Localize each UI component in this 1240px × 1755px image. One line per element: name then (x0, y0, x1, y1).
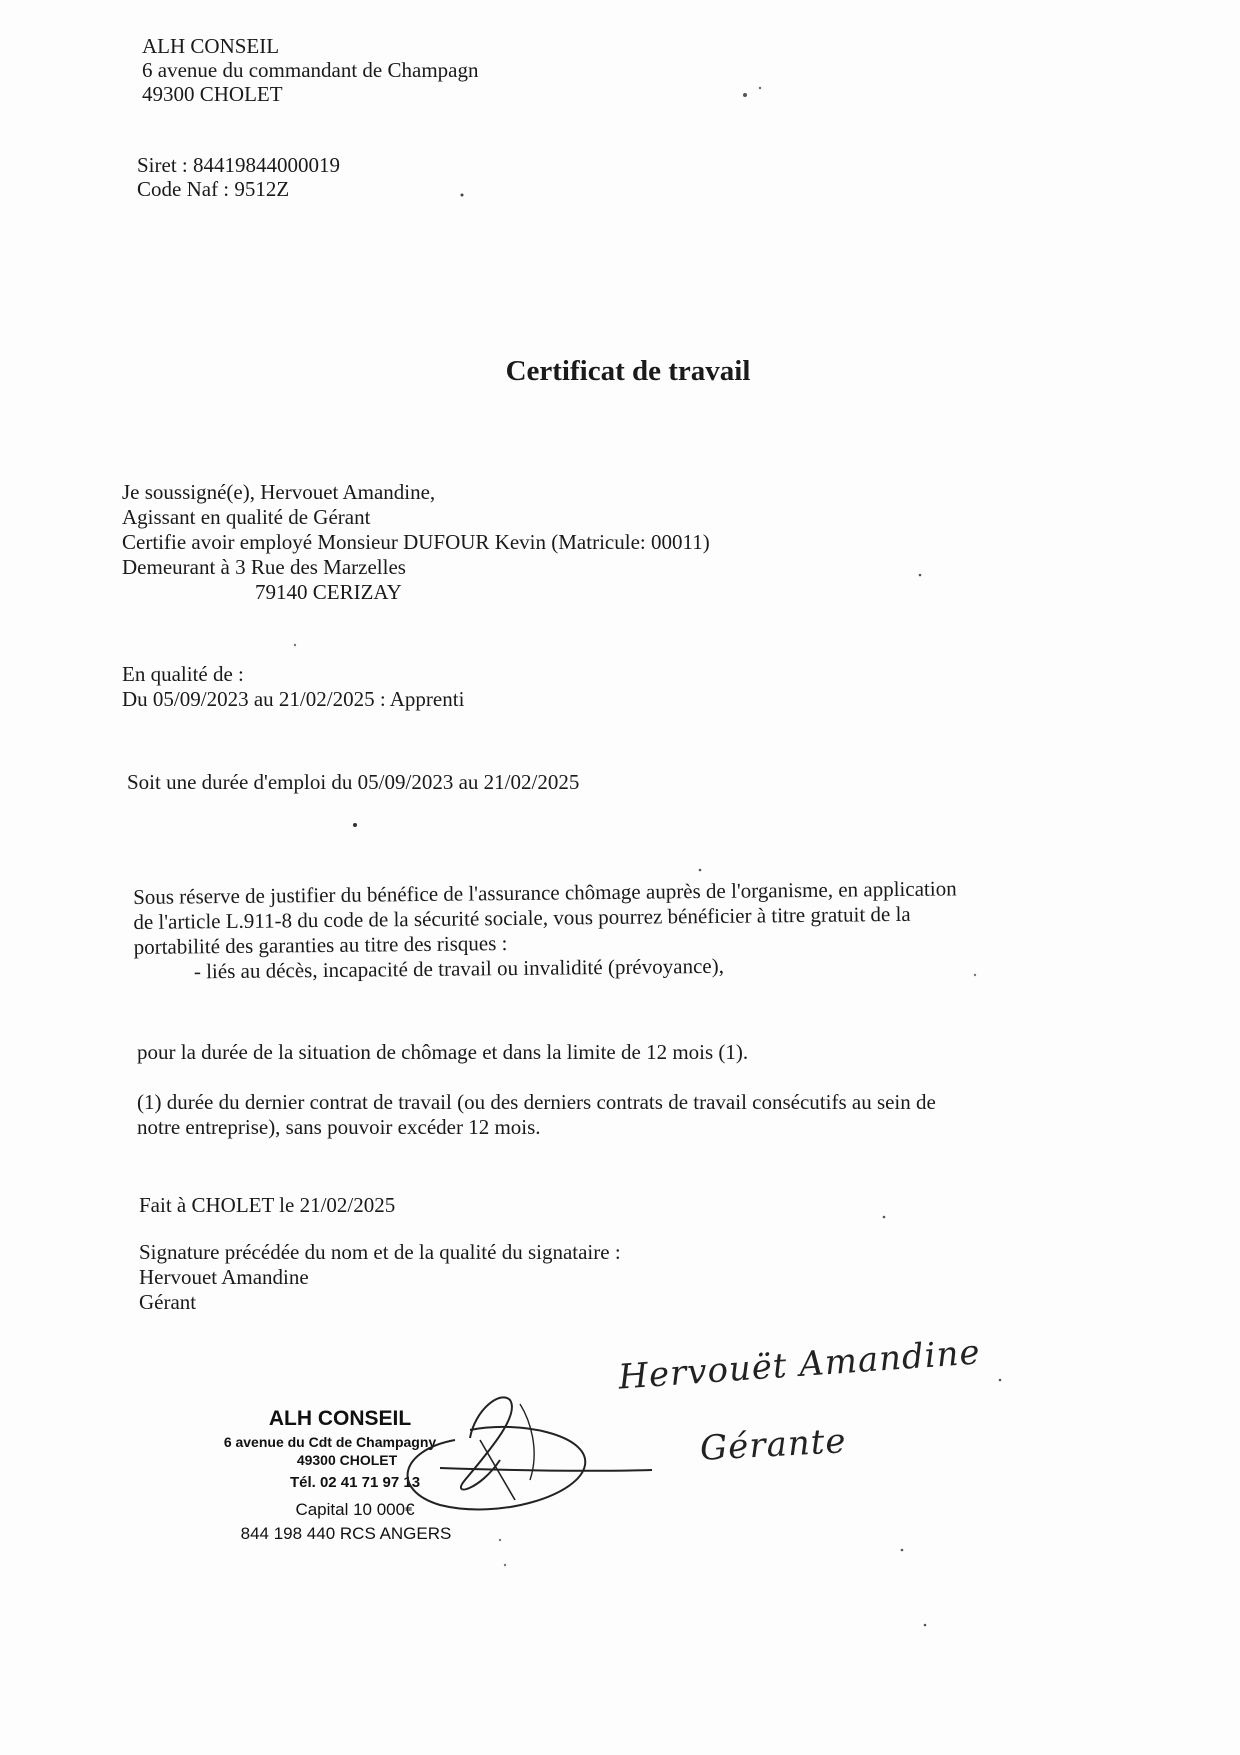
handwritten-signature-scribble (380, 1380, 660, 1530)
intro-line-address: Demeurant à 3 Rue des Marzelles (122, 555, 406, 579)
company-identifiers (137, 153, 340, 201)
stamp-address: 6 avenue du Cdt de Champagny (223, 1434, 437, 1450)
portability-paragraph (133, 876, 958, 985)
intro-line-capacity: Agissant en qualité de Gérant (122, 505, 371, 529)
stamp-company-name: ALH CONSEIL (268, 1407, 412, 1430)
intro-block (122, 480, 710, 605)
job-quality-period: Du 05/09/2023 au 21/02/2025 : Apprenti (122, 687, 465, 711)
job-quality-block (122, 662, 464, 712)
employment-duration: Soit une durée d'emploi du 05/09/2023 au 21/02/2025 (127, 770, 580, 794)
place-and-date: Fait à CHOLET le 21/02/2025 (139, 1193, 396, 1217)
sender-city: 49300 CHOLET (142, 82, 283, 106)
document-title: Certificat de travail (505, 355, 751, 387)
intro-line-city: 79140 CERIZAY (255, 580, 402, 604)
sender-company: ALH CONSEIL (142, 34, 280, 58)
handwritten-role: Gérante (699, 1421, 848, 1469)
signature-block (139, 1240, 621, 1315)
stamp-city: 49300 CHOLET (296, 1452, 398, 1468)
signatory-name: Hervouet Amandine (139, 1265, 309, 1289)
naf-code: Code Naf : 9512Z (137, 177, 290, 201)
job-quality-label: En qualité de : (122, 662, 244, 686)
sender-street: 6 avenue du commandant de Champagn (142, 58, 479, 82)
intro-line-signatory: Je soussigné(e), Hervouet Amandine, (122, 480, 436, 504)
portability-risk-item: - liés au décès, incapacité de travail ou invalidité (prévoyance), (193, 953, 725, 984)
sender-address-block (142, 34, 478, 106)
portability-line: de l'article L.911-8 du code de la sécurité sociale, vous pourrez bénéficier à titre gratuit de la (133, 901, 911, 934)
footnote (137, 1090, 936, 1140)
stamp-rcs: 844 198 440 RCS ANGERS (240, 1524, 452, 1543)
coverage-period-text: pour la durée de la situation de chômage et dans la limite de 12 mois (1). (137, 1040, 749, 1064)
stamp-capital: Capital 10 000€ (295, 1500, 415, 1519)
footnote-line: (1) durée du dernier contrat de travail (ou des derniers contrats de travail consécutifs au sein de (137, 1090, 936, 1114)
footnote-line: notre entreprise), sans pouvoir excéder 12 mois. (137, 1115, 541, 1139)
intro-line-employee: Certifie avoir employé Monsieur DUFOUR Kevin (Matricule: 00011) (122, 530, 710, 554)
signatory-role: Gérant (139, 1290, 197, 1314)
portability-line: Sous réserve de justifier du bénéfice de l'assurance chômage auprès de l'organisme, en application (133, 876, 957, 909)
siret-number: Siret : 84419844000019 (137, 153, 340, 177)
handwritten-name: Hervouët Amandine (617, 1332, 982, 1398)
signature-label: Signature précédée du nom et de la qualité du signataire : (139, 1240, 621, 1264)
stamp-phone: Tél. 02 41 71 97 13 (289, 1474, 421, 1491)
portability-line: portabilité des garanties au titre des risques : (133, 931, 508, 959)
